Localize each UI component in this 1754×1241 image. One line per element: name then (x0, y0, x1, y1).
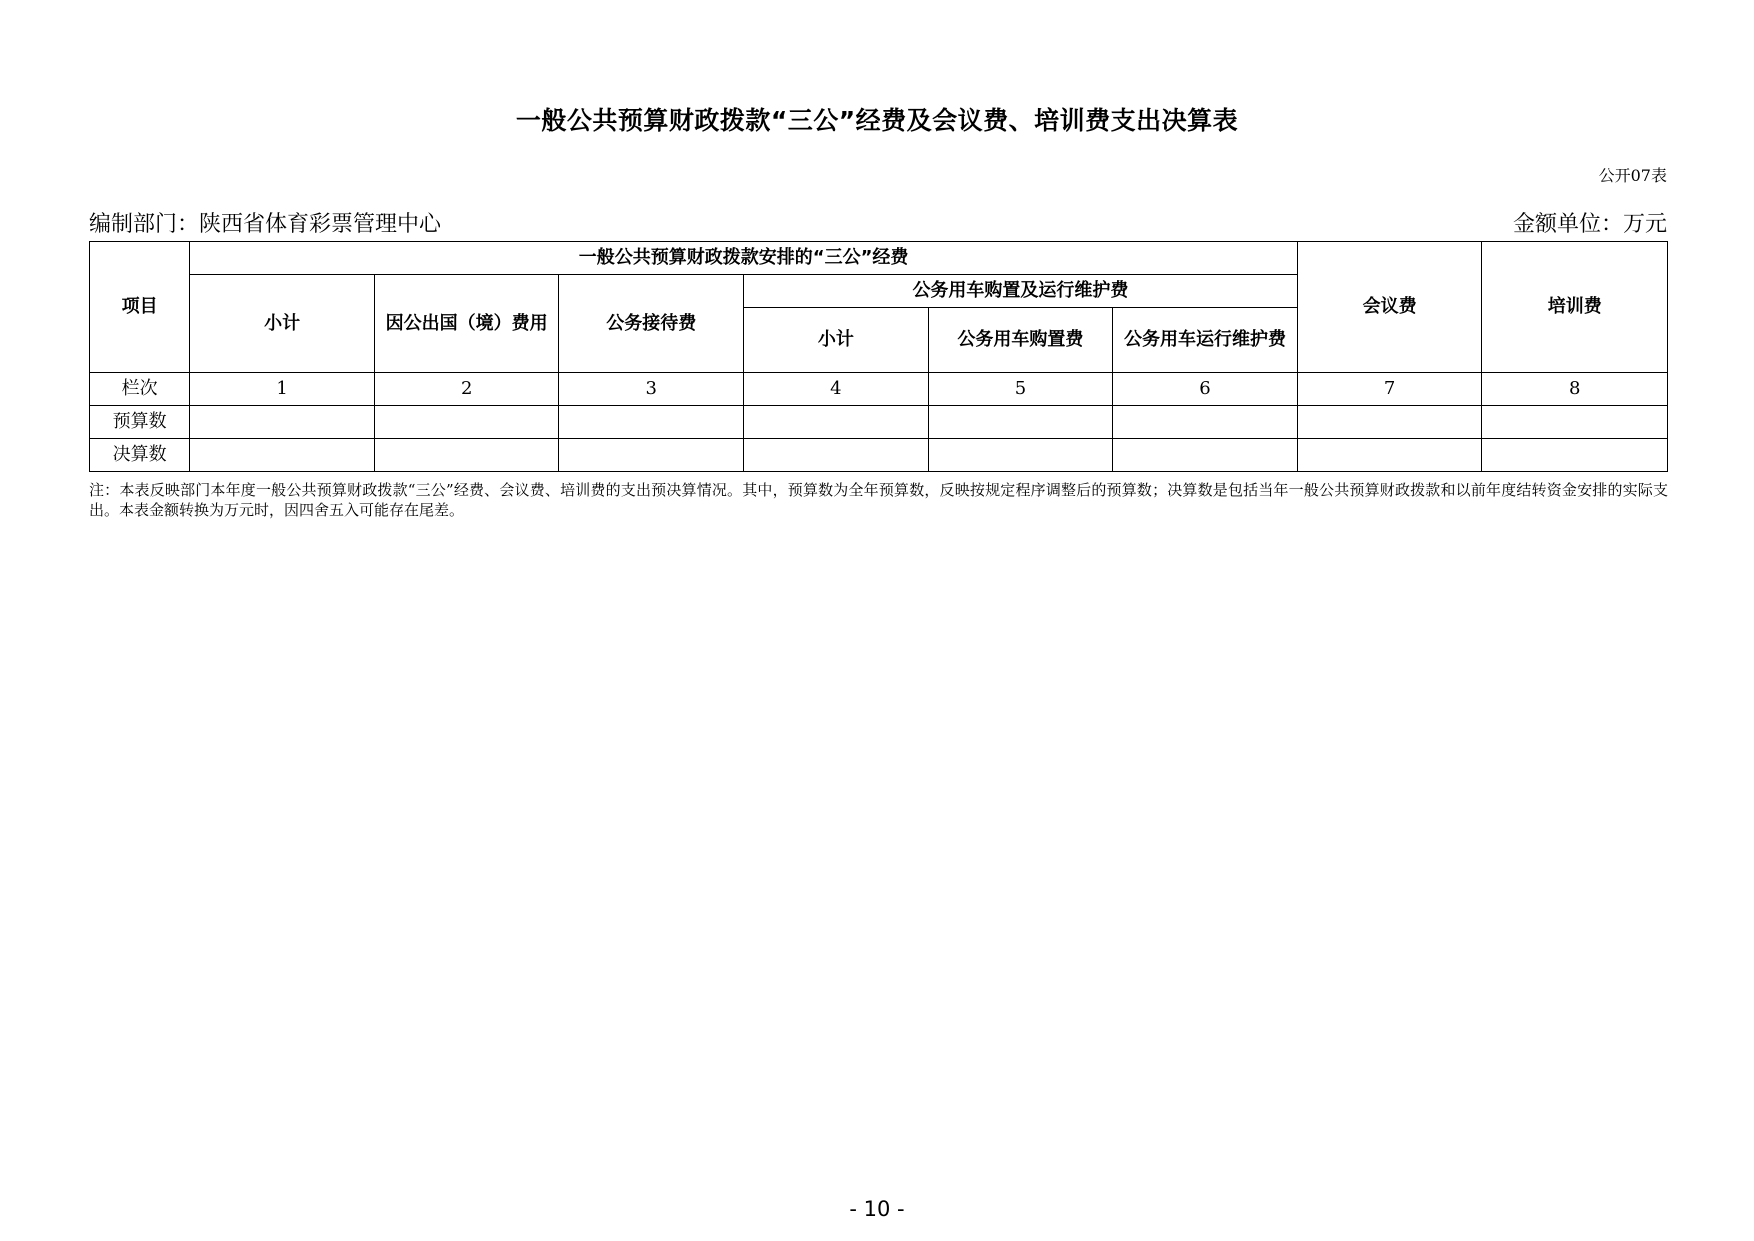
table-cell: 5 (928, 373, 1113, 406)
unit-label: 金额单位：万元 (1512, 212, 1667, 237)
header-reception: 公务接待费 (559, 275, 744, 373)
table-cell: 3 (559, 373, 744, 406)
row-label: 预算数 (90, 406, 190, 439)
expenditure-table (89, 241, 1668, 472)
table-cell (190, 439, 375, 472)
row-label: 栏次 (90, 373, 190, 406)
header-vehicle-operation: 公务用车运行维护费 (1113, 308, 1298, 373)
table-row (90, 439, 1668, 472)
table-cell: 8 (1482, 373, 1668, 406)
table-cell (374, 406, 559, 439)
header-meeting: 会议费 (1297, 242, 1482, 373)
table-cell (928, 406, 1113, 439)
page-number: - 10 - (849, 1197, 905, 1221)
header-vehicle-group: 公务用车购置及运行维护费 (744, 275, 1298, 308)
header-sangong-group: 一般公共预算财政拨款安排的“三公”经费 (190, 242, 1298, 275)
table-cell: 6 (1113, 373, 1298, 406)
table-cell (928, 439, 1113, 472)
table-cell (1113, 406, 1298, 439)
header-item: 项目 (90, 242, 190, 373)
table-cell (744, 439, 929, 472)
header-training: 培训费 (1482, 242, 1668, 373)
table-cell (1297, 406, 1482, 439)
table-cell (1482, 406, 1668, 439)
table-cell (1482, 439, 1668, 472)
table-cell (1297, 439, 1482, 472)
header-abroad: 因公出国（境）费用 (374, 275, 559, 373)
row-label: 决算数 (90, 439, 190, 472)
page-title: 一般公共预算财政拨款“三公”经费及会议费、培训费支出决算表 (515, 106, 1239, 135)
table-cell (559, 439, 744, 472)
table-cell (190, 406, 375, 439)
table-row (90, 373, 1668, 406)
table-cell: 1 (190, 373, 375, 406)
header-vehicle-subtotal: 小计 (744, 308, 929, 373)
table-cell: 2 (374, 373, 559, 406)
table-cell: 4 (744, 373, 929, 406)
table-cell (559, 406, 744, 439)
header-vehicle-purchase: 公务用车购置费 (928, 308, 1113, 373)
form-code: 公开07表 (1598, 166, 1667, 185)
department-label: 编制部门：陕西省体育彩票管理中心 (89, 212, 442, 237)
table-row (90, 406, 1668, 439)
table-cell: 7 (1297, 373, 1482, 406)
table-cell (1113, 439, 1298, 472)
table-note: 注：本表反映部门本年度一般公共预算财政拨款“三公”经费、会议费、培训费的支出预决算情况。其中，预算数为全年预算数，反映按规定程序调整后的预算数；决算数是包括当年一般公共预算财政拨款和以前年度结转资金安排的实际支出。本表金额转换为万元时，因四舍五入可能存在尾差。 (89, 481, 1668, 519)
table-cell (374, 439, 559, 472)
header-subtotal: 小计 (190, 275, 375, 373)
table-cell (744, 406, 929, 439)
